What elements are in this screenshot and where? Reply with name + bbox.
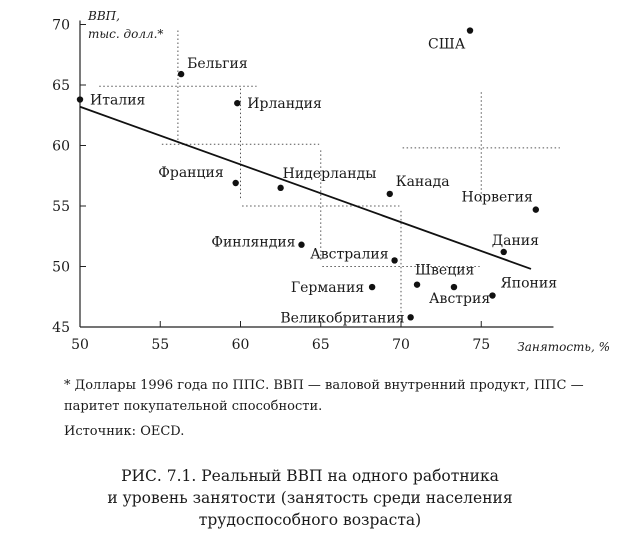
data-point [501,249,507,255]
point-label: Франция [158,165,224,182]
caption-line-3: трудоспособного возраста) [198,511,422,529]
y-tick-label: 65 [52,78,70,94]
y-axis-label: тыс. долл.* [88,27,164,41]
x-tick-label: 60 [231,337,250,353]
data-point [391,257,397,263]
point-label: Бельгия [187,56,248,73]
data-point [533,206,539,212]
x-tick-label: 65 [311,337,330,353]
figure-caption [80,465,540,531]
regression-line [80,107,531,269]
point-label: Ирландия [247,96,322,113]
point-label: Дания [491,232,539,249]
x-tick-label: 50 [71,337,89,353]
data-point [77,96,83,102]
data-point [407,314,413,320]
data-point [369,284,375,290]
data-point [178,71,184,77]
point-label: Италия [90,92,146,109]
y-tick-label: 60 [52,138,70,155]
caption-line-2: и уровень занятости (занятость среди населения [107,489,513,507]
point-label: Австралия [310,246,389,263]
point-label: Австрия [428,291,491,308]
data-point [489,292,495,298]
point-label: Нидерланды [282,165,377,182]
data-point [277,185,283,191]
x-axis-label: Занятость, % [517,340,610,354]
data-point [414,281,420,287]
y-tick-label: 45 [52,320,70,336]
y-tick-label: 70 [52,17,70,34]
data-point [298,242,304,248]
point-label: Германия [290,280,365,297]
trend-line [80,107,531,269]
point-label: США [428,36,466,53]
point-label: Швеция [415,262,475,279]
point-label: Норвегия [461,189,533,206]
point-label: Япония [500,275,558,292]
x-tick-label: 75 [472,337,491,353]
y-tick-label: 55 [52,199,70,215]
data-point [387,191,393,197]
data-point [467,27,473,33]
point-label: Канада [395,173,450,190]
source-note: Источник: OECD. [64,424,185,439]
caption-line-1: РИС. 7.1. Реальный ВВП на одного работника [121,467,499,485]
y-axis-label: ВВП, [88,9,120,23]
data-point [232,180,238,186]
chart-text [52,9,610,354]
x-tick-label: 70 [392,337,410,353]
footnote: * Доллары 1996 года по ППС. ВВП — валовой внутренний продукт, ППС — паритет покупательной способности. [64,378,584,414]
point-label: Великобритания [280,310,405,327]
notes [64,375,584,442]
point-label: Финляндия [211,234,296,251]
data-point [234,100,240,106]
y-tick-label: 50 [52,259,70,276]
data-point [451,284,457,290]
x-tick-label: 55 [151,337,170,353]
